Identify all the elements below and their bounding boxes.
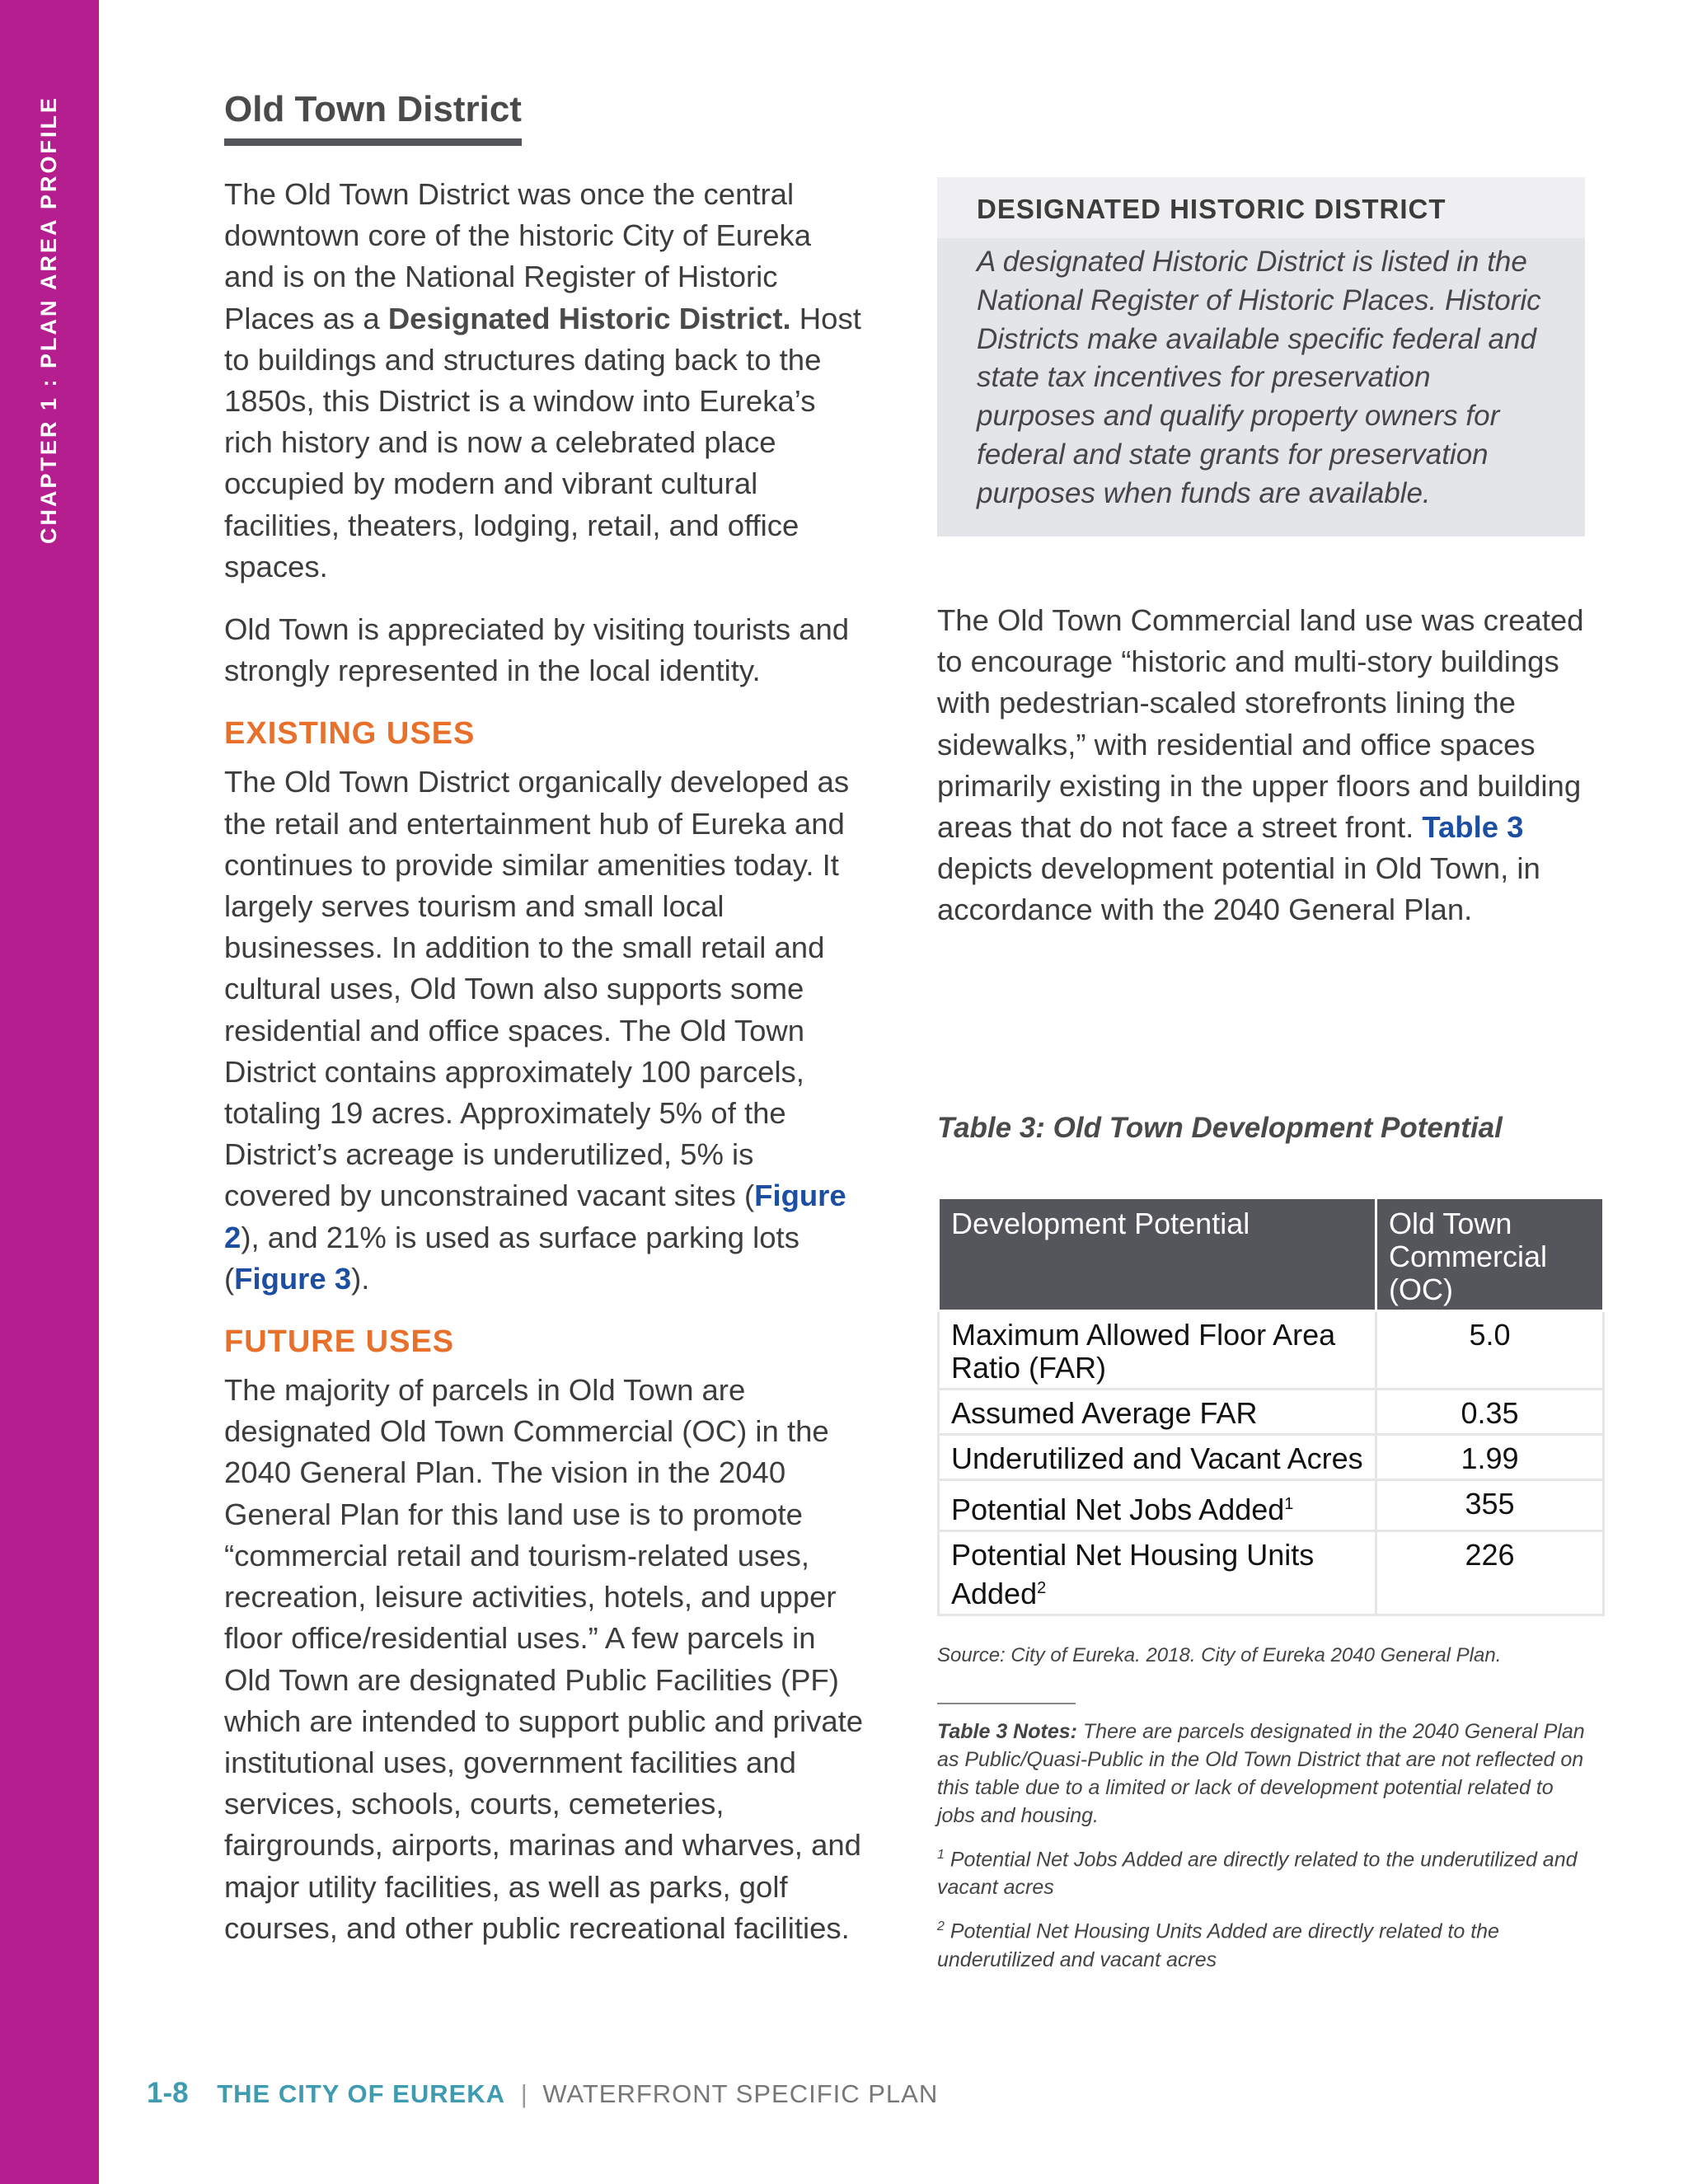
table-header-old-town-commercial: Old Town Commercial (OC) <box>1376 1198 1604 1311</box>
future-uses-paragraph: The majority of parcels in Old Town are designated Old Town Commercial (OC) in the 2040 General Plan. The vision in the 2040 General Plan for this land use is to promote “commercial retail and tourism-related uses, recreation, leisure activities, hotels, and upper floor office/residential uses.” A few parcels in Old Town are designated Public Facilities (PF) which are intended to support public and private institutional uses, government facilities and services, schools, courts, cemeteries, fairgrounds, airports, marinas and wharves, and major utility facilities, as well as parks, golf courses, and other public recreational facilities. <box>224 1373 864 1945</box>
future-uses-heading: FUTURE USES <box>224 1324 455 1360</box>
callout-body: A designated Historic District is listed in the National Register of Historic Places. Historic Districts make available specific federal and state tax incentives for preservation purposes and qualify property owners for federal and state grants for preservation purposes when funds are available. <box>977 246 1541 509</box>
development-potential-table <box>937 1197 1605 1616</box>
figure-3-link[interactable]: Figure 3 <box>234 1261 352 1296</box>
notes-divider <box>937 1703 1076 1704</box>
table-3-link[interactable]: Table 3 <box>1422 810 1524 845</box>
page-footer <box>147 2077 938 2110</box>
table-notes-main: Table 3 Notes: There are parcels designated in the 2040 General Plan as Public/Quasi-Public in the Old Town District that are not reflected on this table due to a limited or lack of development potential related to jobs and housing. <box>937 1720 1585 1827</box>
table-header-development-potential: Development Potential <box>939 1198 1376 1311</box>
footer-plan-name: WATERFRONT SPECIFIC PLAN <box>542 2079 939 2108</box>
table-cell-label: Potential Net Jobs Added$^1$ <box>939 1480 1376 1531</box>
table-cell-value: 226 <box>1376 1531 1604 1615</box>
table-cell-label: Assumed Average FAR <box>939 1390 1376 1435</box>
chapter-label: CHAPTER 1 : PLAN AREA PROFILE <box>36 95 61 544</box>
table-header-row <box>939 1198 1604 1311</box>
existing-uses-paragraph: The Old Town District organically developed as the retail and entertainment hub of Eureka and continues to provide similar amenities today. It largely serves tourism and small local businesses. In addition to the small retail and cultural uses, Old Town also supports some residential and office spaces. The Old Town District contains approximately 100 parcels, totaling 19 acres. Approximately 5% of the District’s acreage is underutilized, 5% is covered by unconstrained vacant sites (Figure 2), and 21% is used as surface parking lots (Figure 3). <box>224 765 850 1296</box>
table-source: Source: City of Eureka. 2018. City of Eureka 2040 General Plan. <box>937 1644 1502 1666</box>
table-row <box>939 1311 1604 1390</box>
historic-district-callout <box>937 177 1585 537</box>
intro-paragraph: The Old Town District was once the central downtown core of the historic City of Eureka and is on the National Register of Historic Places as a Designated Historic District. Host to buildings and structures dating back to the 1850s, this District is a window into Eureka’s rich history and is now a celebrated place occupied by modern and vibrant cultural facilities, theaters, lodging, retail, and office spaces. <box>224 177 861 583</box>
chapter-sidebar <box>0 0 99 2184</box>
right-column <box>937 600 1597 953</box>
footnote-1: $^1$ Potential Net Jobs Added are directly related to the underutilized and vacant acres <box>937 1848 1578 1900</box>
land-use-paragraph: The Old Town Commercial land use was created to encourage “historic and multi-story buildings with pedestrian-scaled storefronts lining the sidewalks,” with residential and office spaces primarily existing in the upper floors and building areas that do not face a street front. Table 3 depicts development potential in Old Town, in accordance with the 2040 General Plan. <box>937 603 1584 927</box>
table-notes <box>937 1718 1588 1985</box>
page-title: Old Town District <box>224 89 522 146</box>
figure-2-link[interactable]: Figure 2 <box>224 1179 846 1254</box>
footnote-2: $^2$ Potential Net Housing Units Added are directly related to the underutilized and vacant acres <box>937 1919 1499 1971</box>
table-row <box>939 1480 1604 1531</box>
page-number: 1-8 <box>147 2077 189 2109</box>
table-row <box>939 1390 1604 1435</box>
callout-title: DESIGNATED HISTORIC DISTRICT <box>937 177 1585 238</box>
footer-separator: | <box>520 2079 528 2108</box>
table-cell-label: Maximum Allowed Floor Area Ratio (FAR) <box>939 1311 1376 1390</box>
table-cell-value: 355 <box>1376 1480 1604 1531</box>
table-cell-label: Underutilized and Vacant Acres <box>939 1435 1376 1480</box>
table-cell-value: 5.0 <box>1376 1311 1604 1390</box>
table-cell-value: 1.99 <box>1376 1435 1604 1480</box>
footer-city: THE CITY OF EUREKA <box>217 2079 506 2108</box>
table-cell-label: Potential Net Housing Units Added$^2$ <box>939 1531 1376 1615</box>
left-column <box>224 89 867 1971</box>
table-title: Table 3: Old Town Development Potential <box>937 1112 1503 1144</box>
designated-historic-district-emphasis: Designated Historic District. <box>387 301 791 335</box>
tourism-paragraph: Old Town is appreciated by visiting tourists and strongly represented in the local identity. <box>224 612 850 688</box>
table-row <box>939 1531 1604 1615</box>
table-row <box>939 1435 1604 1480</box>
existing-uses-heading: EXISTING USES <box>224 716 476 752</box>
table-cell-value: 0.35 <box>1376 1390 1604 1435</box>
